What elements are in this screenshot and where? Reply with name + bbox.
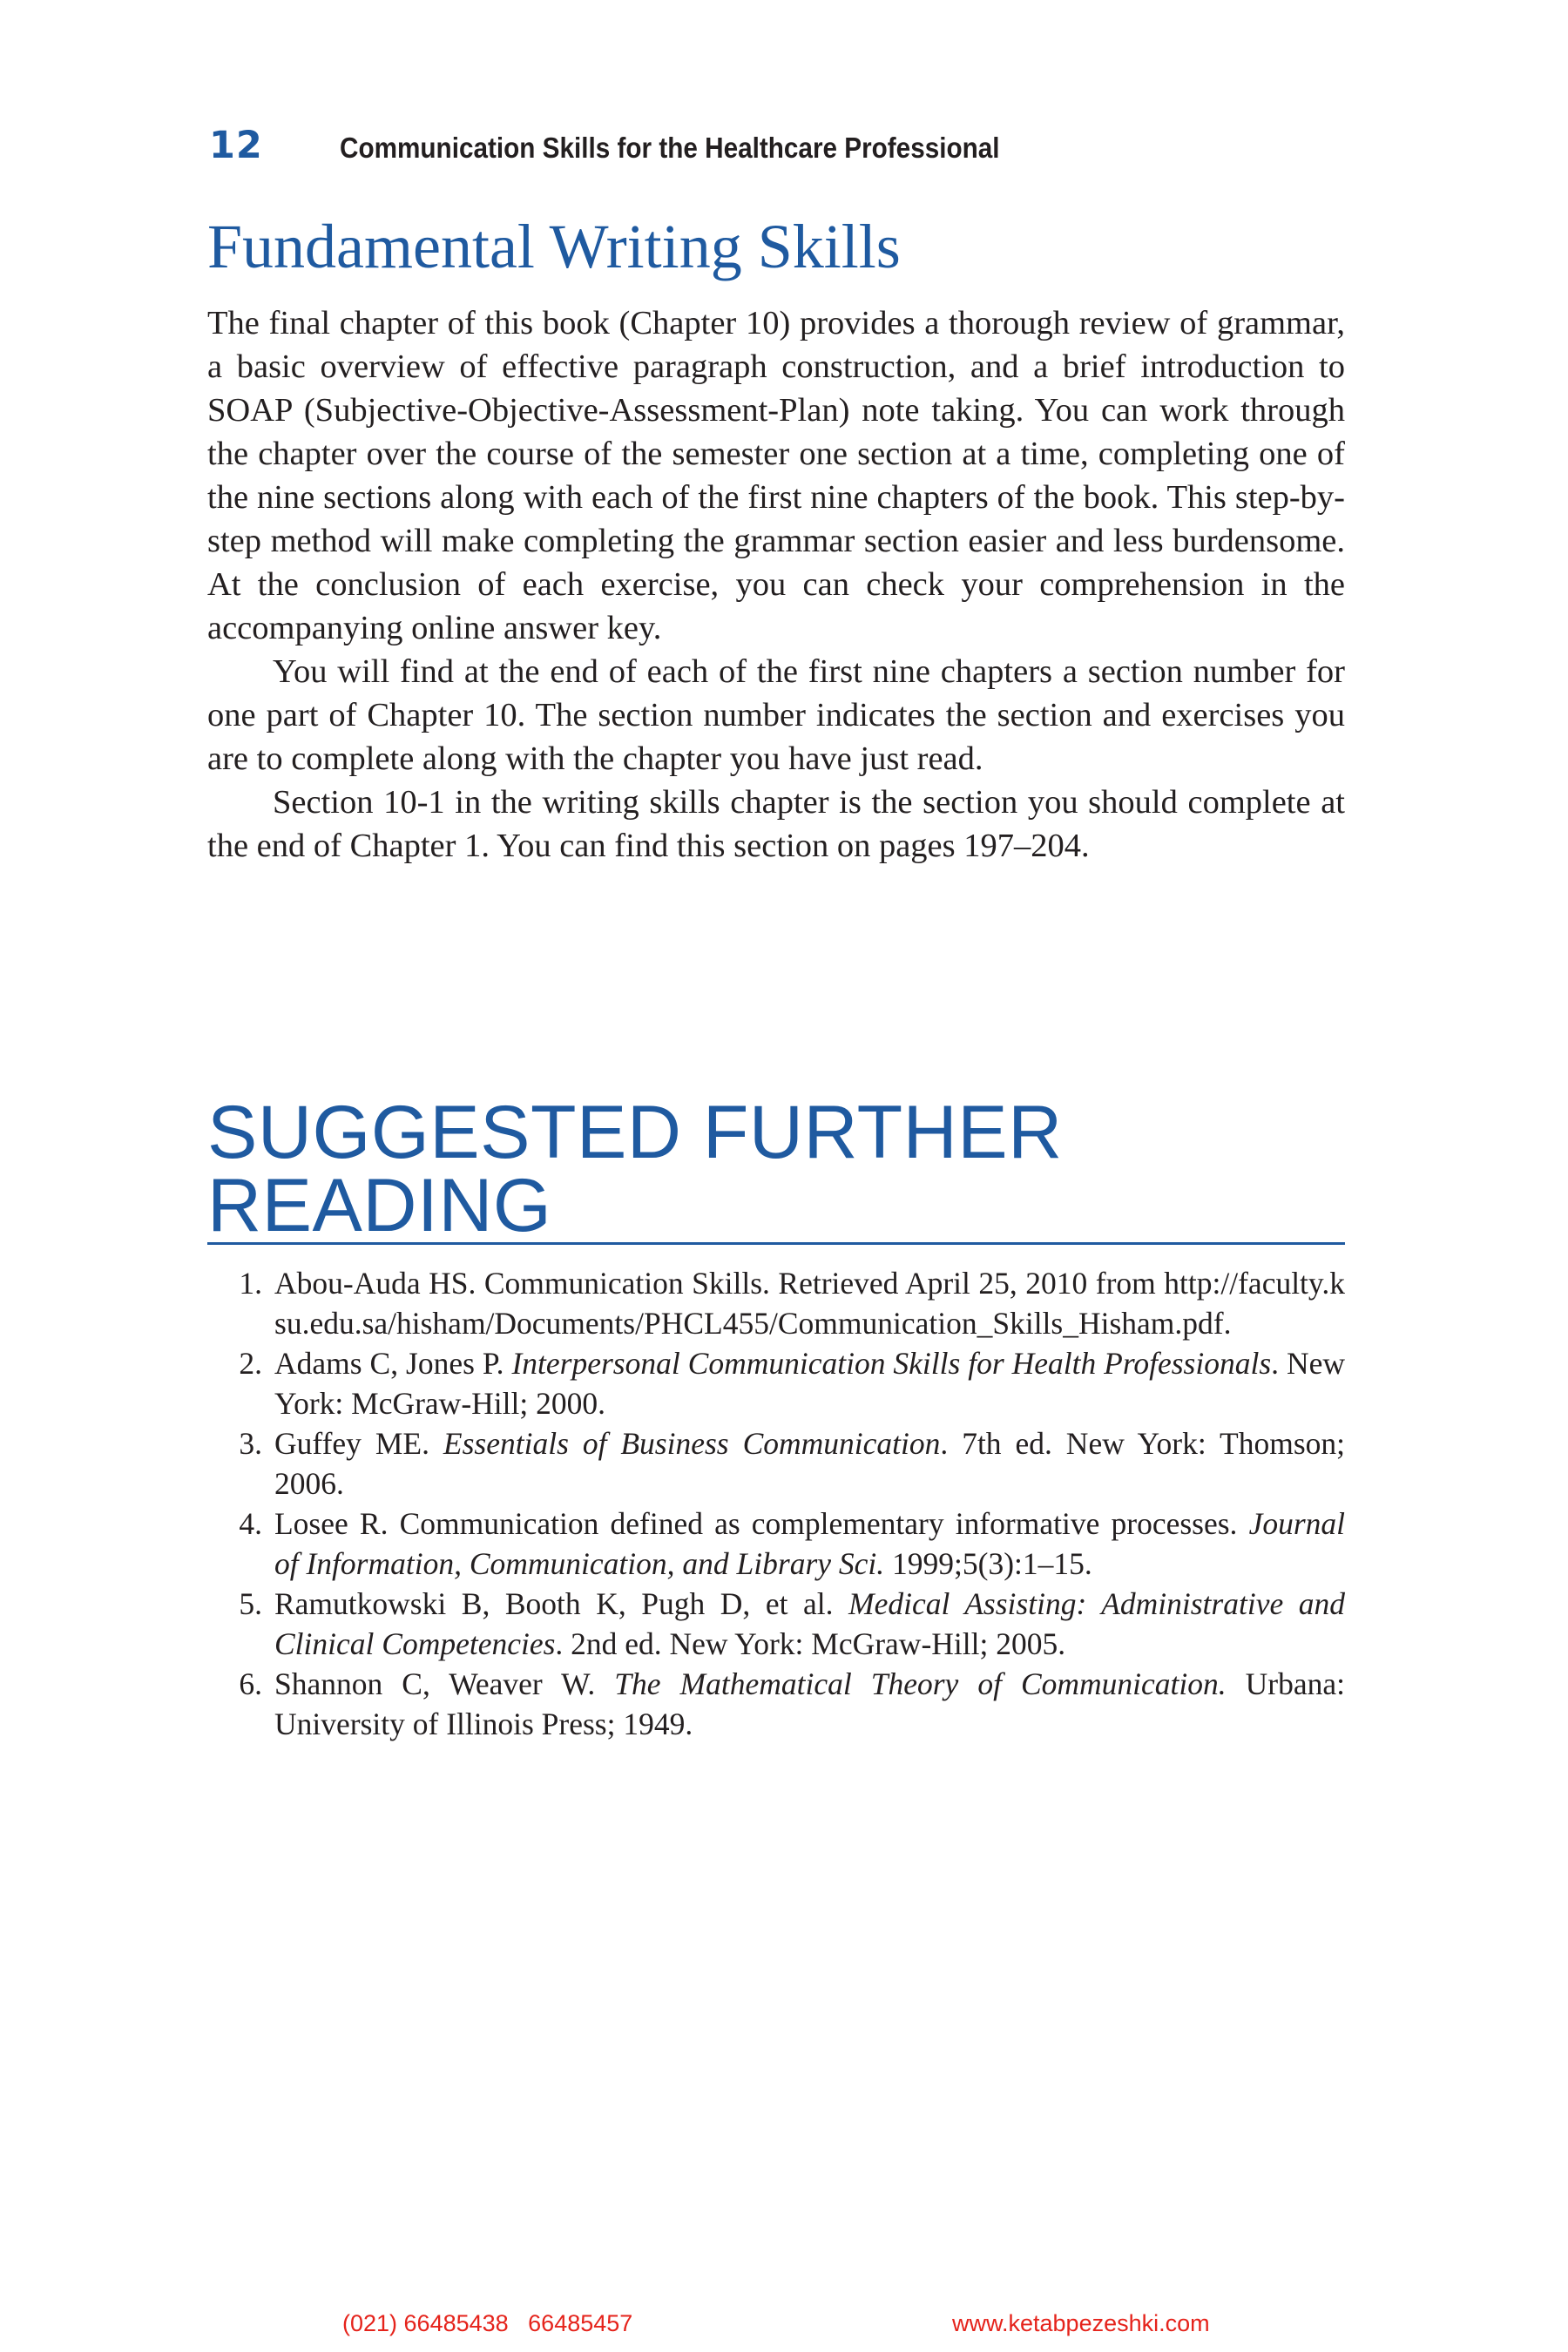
list-item [207,1343,1345,1423]
reference-text [262,1584,1345,1664]
footer-phone: (021) 66485438 66485457 [342,2310,633,2336]
paragraph: The final chapter of this book (Chapter 10) provides a thorough review of grammar, a basic overview of effective paragraph construction, and a brief introduction to SOAP (Subjective-Objective-Assessment-Plan) note taking. You can work through the chapter over the course of the semester one section at a time, completing one of the nine sections along with each of the first nine chapters of the book. This step-by-step method will make completing the grammar section easier and less burdensome. At the conclusion of each exercise, you can check your comprehension in the accompanying online answer key. [207,305,1345,646]
reference-text [262,1664,1345,1744]
reference-publication: 1999;5(3):1–15. [884,1546,1092,1581]
reference-title: Journal of Information, Communication, and Library Sci. [274,1506,1345,1581]
list-item [207,1584,1345,1664]
reference-number: 4. [239,1506,262,1541]
reference-url[interactable]: http://faculty.ksu.edu.sa/hisham/Documents/PHCL455/Communication_Skills_Hisham.pdf. [274,1266,1345,1341]
book-title: Communication Skills for the Healthcare Professional [340,132,1000,164]
reference-number: 1. [239,1266,262,1301]
reference-authors: Losee R. Communication defined as complementary informative processes. [274,1506,1249,1541]
reference-publication: Urbana: University of Illinois Press; 1949. [274,1666,1345,1741]
reference-text [262,1263,1345,1343]
list-item [207,1664,1345,1744]
reference-text [262,1504,1345,1584]
reference-number: 6. [239,1666,262,1701]
list-item [207,1423,1345,1504]
body-text [207,301,1345,868]
list-item [207,1263,1345,1343]
reference-publication: . New York: McGraw-Hill; 2000. [274,1346,1345,1421]
reference-title: Medical Assisting: Administrative and Clinical Competencies [274,1586,1346,1661]
reference-authors: Ramutkowski B, Booth K, Pugh D, et al. [274,1586,849,1621]
list-item [207,1504,1345,1584]
reference-authors: Shannon C, Weaver W. [274,1666,615,1701]
reference-title: Interpersonal Communication Skills for Health Professionals [511,1346,1272,1381]
reference-text [262,1423,1345,1504]
running-head [209,124,1342,172]
further-reading-heading: SUGGESTED FURTHER READING [207,1096,1345,1245]
paragraph: You will find at the end of each of the first nine chapters a section number for one part of Chapter 10. The section number indicates the section and exercises you are to complete along with the chapter you have just read. [207,653,1345,777]
reference-authors: Adams C, Jones P. [274,1346,512,1381]
reference-number: 2. [239,1346,262,1381]
reference-publication: . 2nd ed. New York: McGraw-Hill; 2005. [555,1626,1066,1661]
reference-title: The Mathematical Theory of Communication. [614,1666,1227,1701]
reference-number: 5. [239,1586,262,1621]
reference-number: 3. [239,1426,262,1461]
reference-list [207,1263,1345,1744]
section-heading: Fundamental Writing Skills [207,212,901,281]
paragraph: Section 10-1 in the writing skills chapter is the section you should complete at the end of Chapter 1. You can find this section on pages 197–204. [207,784,1345,864]
reference-title: Essentials of Business Communication [443,1426,941,1461]
reference-publication: . 7th ed. New York: Thomson; 2006. [274,1426,1346,1501]
page-number: 12 [209,124,263,167]
footer-website[interactable]: www.ketabpezeshki.com [952,2310,1210,2336]
reference-authors: Guffey ME. [274,1426,443,1461]
reference-authors: Abou-Auda HS. Communication Skills. Retrieved April 25, 2010 from [274,1266,1165,1301]
reference-text [262,1343,1345,1423]
